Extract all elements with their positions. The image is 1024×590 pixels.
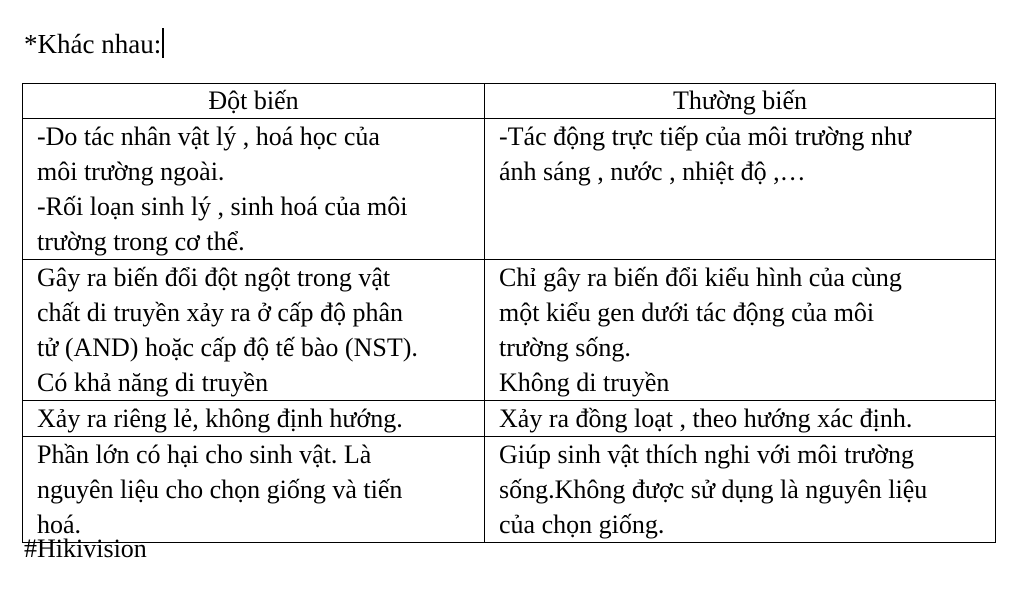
table-header-row xyxy=(23,84,996,119)
cell-line: Không di truyền xyxy=(499,368,670,397)
comparison-table xyxy=(22,83,996,543)
cell-line: sống.Không được sử dụng là nguyên liệu xyxy=(499,475,928,504)
cell-line: môi trường ngoài. xyxy=(37,157,225,186)
header-thuong-bien: Thường biến xyxy=(485,84,996,119)
table-row xyxy=(23,401,996,437)
cell-line: chất di truyền xảy ra ở cấp độ phân xyxy=(37,298,404,327)
cell-line: Phần lớn có hại cho sinh vật. Là xyxy=(37,440,372,469)
cell-line: tử (AND) hoặc cấp độ tế bào (NST). xyxy=(37,333,418,362)
cell-dot-bien xyxy=(23,119,485,260)
header-dot-bien: Đột biến xyxy=(23,84,485,119)
cell-line: hoá. xyxy=(37,510,82,539)
cell-thuong-bien xyxy=(485,437,996,543)
cell-thuong-bien xyxy=(485,260,996,401)
hashtag-footer: #Hikivision xyxy=(24,534,147,563)
cell-line: Gây ra biến đổi đột ngột trong vật xyxy=(37,263,391,292)
cell-line: trường sống. xyxy=(499,333,631,362)
text-cursor xyxy=(162,28,164,58)
cell-dot-bien xyxy=(23,260,485,401)
cell-line: Xảy ra đồng loạt , theo hướng xác định. xyxy=(499,404,913,433)
table-row xyxy=(23,119,996,260)
cell-line: trường trong cơ thể. xyxy=(37,227,245,256)
cell-thuong-bien xyxy=(485,119,996,260)
cell-line: một kiểu gen dưới tác động của môi xyxy=(499,298,875,327)
cell-dot-bien xyxy=(23,401,485,437)
table-row xyxy=(23,260,996,401)
cell-line: -Rối loạn sinh lý , sinh hoá của môi xyxy=(37,192,408,221)
table-row xyxy=(23,437,996,543)
cell-line: ánh sáng , nước , nhiệt độ ,… xyxy=(499,157,806,186)
cell-line: nguyên liệu cho chọn giống và tiến xyxy=(37,475,403,504)
cell-line: Xảy ra riêng lẻ, không định hướng. xyxy=(37,404,403,433)
cell-line: của chọn giống. xyxy=(499,510,665,539)
section-heading-text: *Khác nhau: xyxy=(24,29,162,59)
section-heading[interactable] xyxy=(24,26,164,62)
cell-line: -Do tác nhân vật lý , hoá học của xyxy=(37,122,380,151)
cell-line: -Tác động trực tiếp của môi trường như xyxy=(499,122,911,151)
cell-dot-bien xyxy=(23,437,485,543)
cell-line: Chỉ gây ra biến đổi kiểu hình của cùng xyxy=(499,263,902,292)
cell-line: Giúp sinh vật thích nghi với môi trường xyxy=(499,440,914,469)
cell-thuong-bien xyxy=(485,401,996,437)
cell-line: Có khả năng di truyền xyxy=(37,368,269,397)
